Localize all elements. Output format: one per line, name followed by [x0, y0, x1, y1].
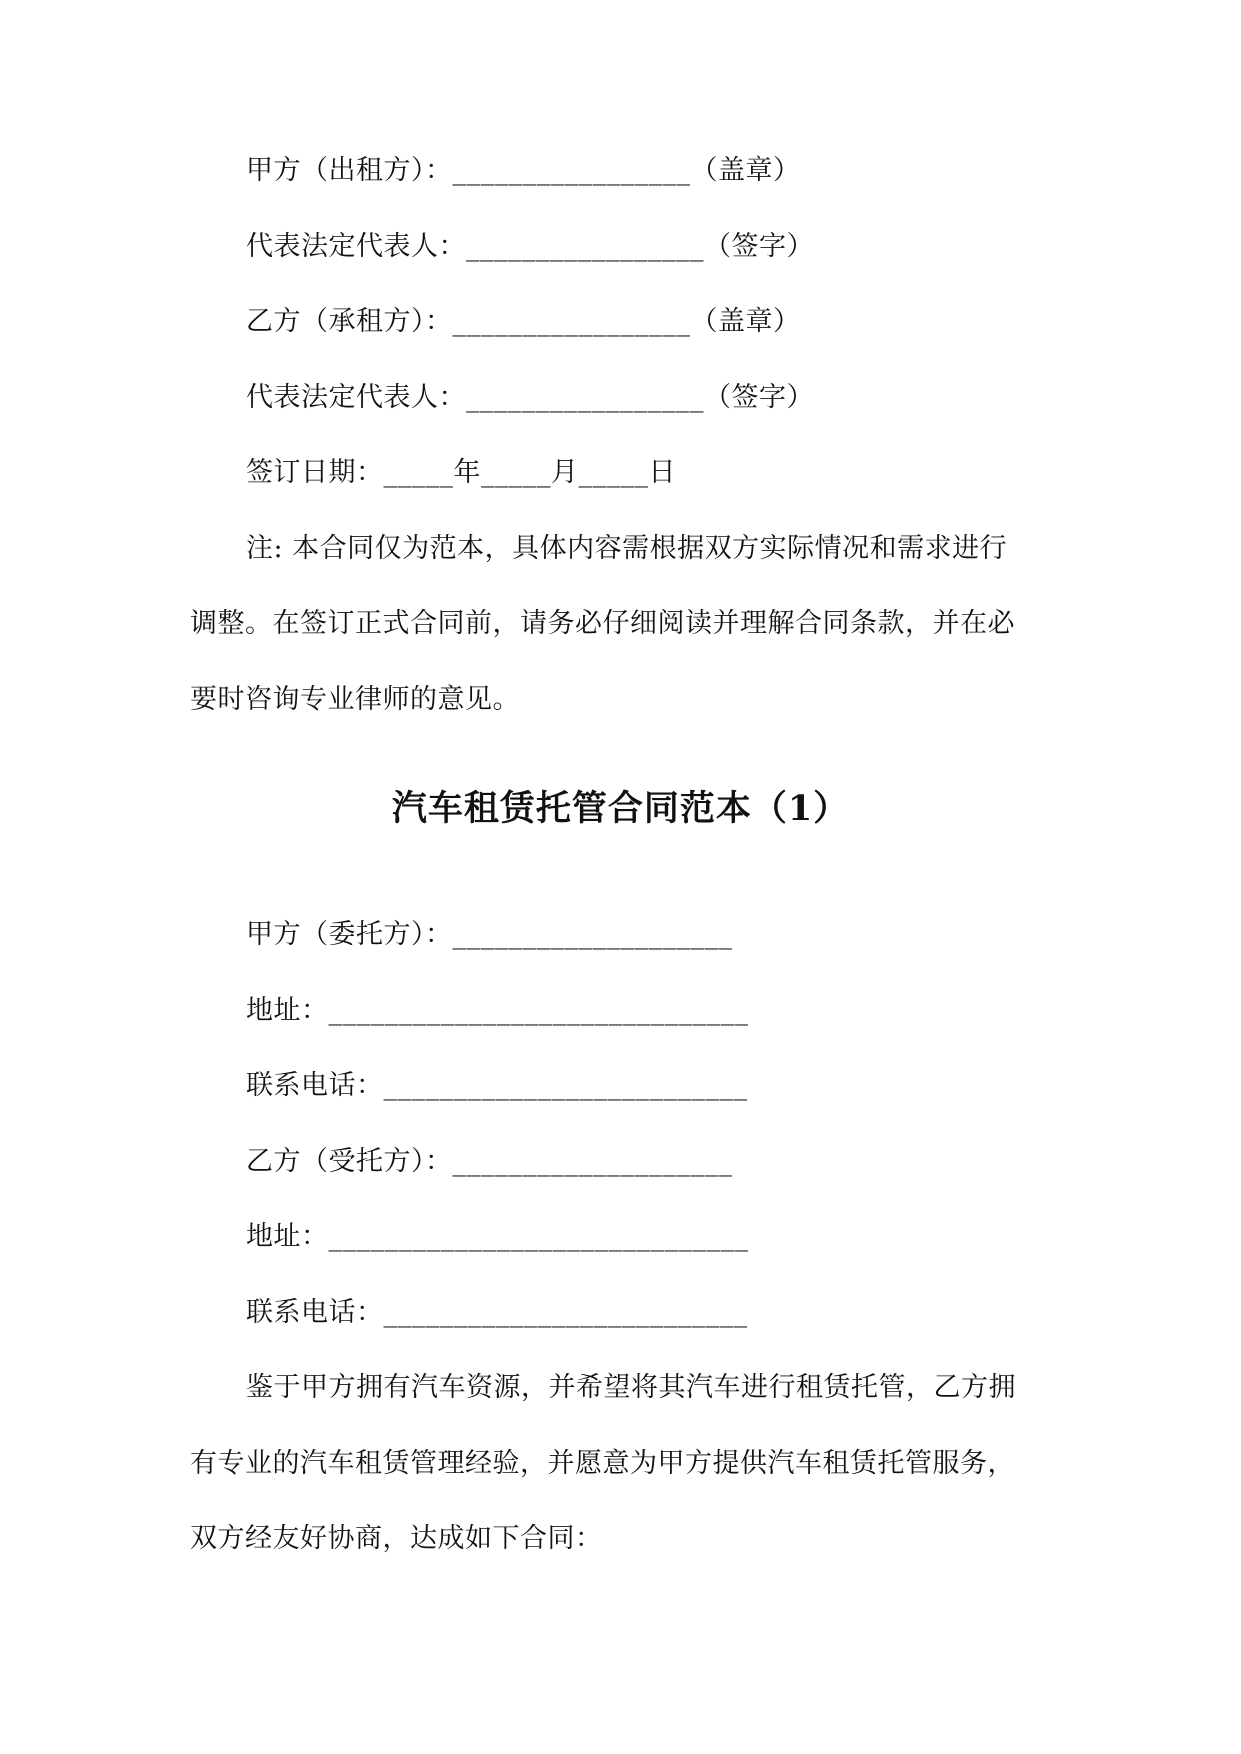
party-a-representative-line: 代表法定代表人：_________________（签字）	[246, 231, 814, 262]
party-a-phone-line: 联系电话：__________________________	[246, 1070, 748, 1101]
party-b-lessee-line: 乙方（承租方）：_________________（盖章）	[246, 306, 801, 337]
note-line: 要时咨询专业律师的意见。	[190, 684, 520, 715]
note-line: 调整。在签订正式合同前，请务必仔细阅读并理解合同条款，并在必	[190, 608, 1015, 639]
party-a-client-line: 甲方（委托方）：____________________	[246, 919, 733, 950]
party-b-representative-line: 代表法定代表人：_________________（签字）	[246, 382, 814, 413]
preamble-line: 鉴于甲方拥有汽车资源，并希望将其汽车进行租赁托管，乙方拥	[246, 1372, 1016, 1403]
party-a-lessor-line: 甲方（出租方）：_________________（盖章）	[246, 155, 801, 186]
party-b-trustee-line: 乙方（受托方）：____________________	[246, 1146, 733, 1177]
party-b-address-line: 地址：______________________________	[246, 1221, 749, 1252]
preamble-line: 有专业的汽车租赁管理经验，并愿意为甲方提供汽车租赁托管服务，	[190, 1448, 1015, 1479]
note-line: 注: 本合同仅为范本，具体内容需根据双方实际情况和需求进行	[246, 533, 1008, 564]
party-b-phone-line: 联系电话：__________________________	[246, 1297, 748, 1328]
preamble-line: 双方经友好协商，达成如下合同：	[190, 1523, 603, 1554]
party-a-address-line: 地址：______________________________	[246, 995, 749, 1026]
contract-title: 汽车租赁托管合同范本（1）	[391, 788, 850, 829]
signing-date-line: 签订日期：_____年_____月_____日	[246, 457, 676, 488]
